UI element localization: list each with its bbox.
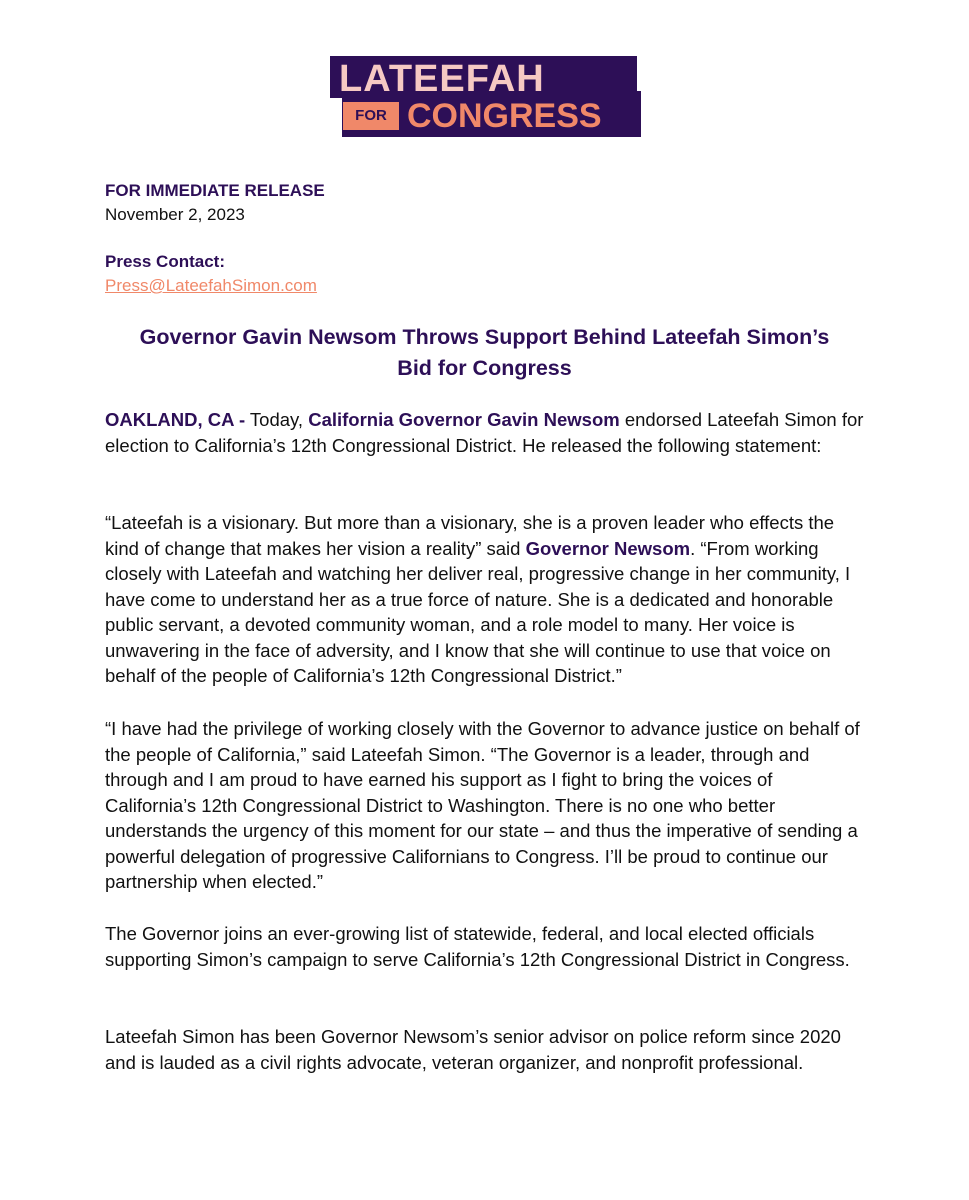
logo-name-text: LATEEFAH bbox=[339, 58, 545, 100]
governor-quote-highlight: Governor Newsom bbox=[525, 537, 691, 559]
governor-quote-pre: “Lateefah is a visionary. But more than a visionary, she is a proven leader who effects the kind of change that makes her vision a reality” said bbox=[105, 512, 835, 559]
release-label: FOR IMMEDIATE RELEASE bbox=[105, 181, 325, 200]
press-contact-email-link[interactable]: Press@LateefahSimon.com bbox=[105, 276, 317, 295]
paragraph-endorsements: The Governor joins an ever-growing list of statewide, federal, and local elected officials supporting Simon’s campaign to serve California’s 12th Congressional District in Congress. bbox=[105, 923, 850, 970]
governor-quote-post: . “From working closely with Lateefah and watching her deliver real, progressive change in her community, I have come to understand her as a true force of nature. She is a dedicated and honorable public servant, a devoted community woman, and a role model to many. Her voice is unwavering in the face of adversity, and I know that she will continue to use that voice on behalf of the people of California’s 12th Congressional District.” bbox=[105, 537, 851, 686]
paragraph-simon-quote: “I have had the privilege of working closely with the Governor to advance justice on behalf of the people of California,” said Lateefah Simon. “The Governor is a leader, through and through and I am proud to have earned his support as I fight to bring the voices of California’s 12th Congressional District to Washington. There is no one who better understands the urgency of this moment for our state – and thus the imperative of sending a powerful delegation of progressive Californians to Congress. I’ll be proud to continue our partnership when elected.” bbox=[105, 718, 860, 892]
release-date: November 2, 2023 bbox=[105, 205, 245, 224]
paragraph-intro bbox=[105, 407, 865, 458]
headline bbox=[100, 322, 869, 384]
headline-line-2: Bid for Congress bbox=[397, 356, 572, 380]
headline-line-1: Governor Gavin Newsom Throws Support Behind Lateefah Simon’s bbox=[139, 325, 830, 349]
paragraph-governor-quote bbox=[105, 510, 865, 689]
intro-text-pre: Today, bbox=[245, 409, 309, 430]
dateline: OAKLAND, CA - bbox=[105, 409, 246, 430]
paragraph-background: Lateefah Simon has been Governor Newsom’s senior advisor on police reform since 2020 and is lauded as a civil rights advocate, veteran organizer, and nonprofit professional. bbox=[105, 1026, 841, 1073]
intro-text-post: endorsed Lateefah Simon for election to California’s 12th Congressional District. He released the following statement: bbox=[105, 409, 864, 456]
intro-governor-highlight: California Governor Gavin Newsom bbox=[308, 409, 620, 430]
logo-for-text: FOR bbox=[355, 107, 387, 124]
press-contact-email-row bbox=[105, 275, 317, 297]
press-contact-label: Press Contact: bbox=[105, 252, 225, 271]
campaign-logo bbox=[330, 56, 642, 138]
logo-congress-text: CONGRESS bbox=[407, 97, 602, 135]
